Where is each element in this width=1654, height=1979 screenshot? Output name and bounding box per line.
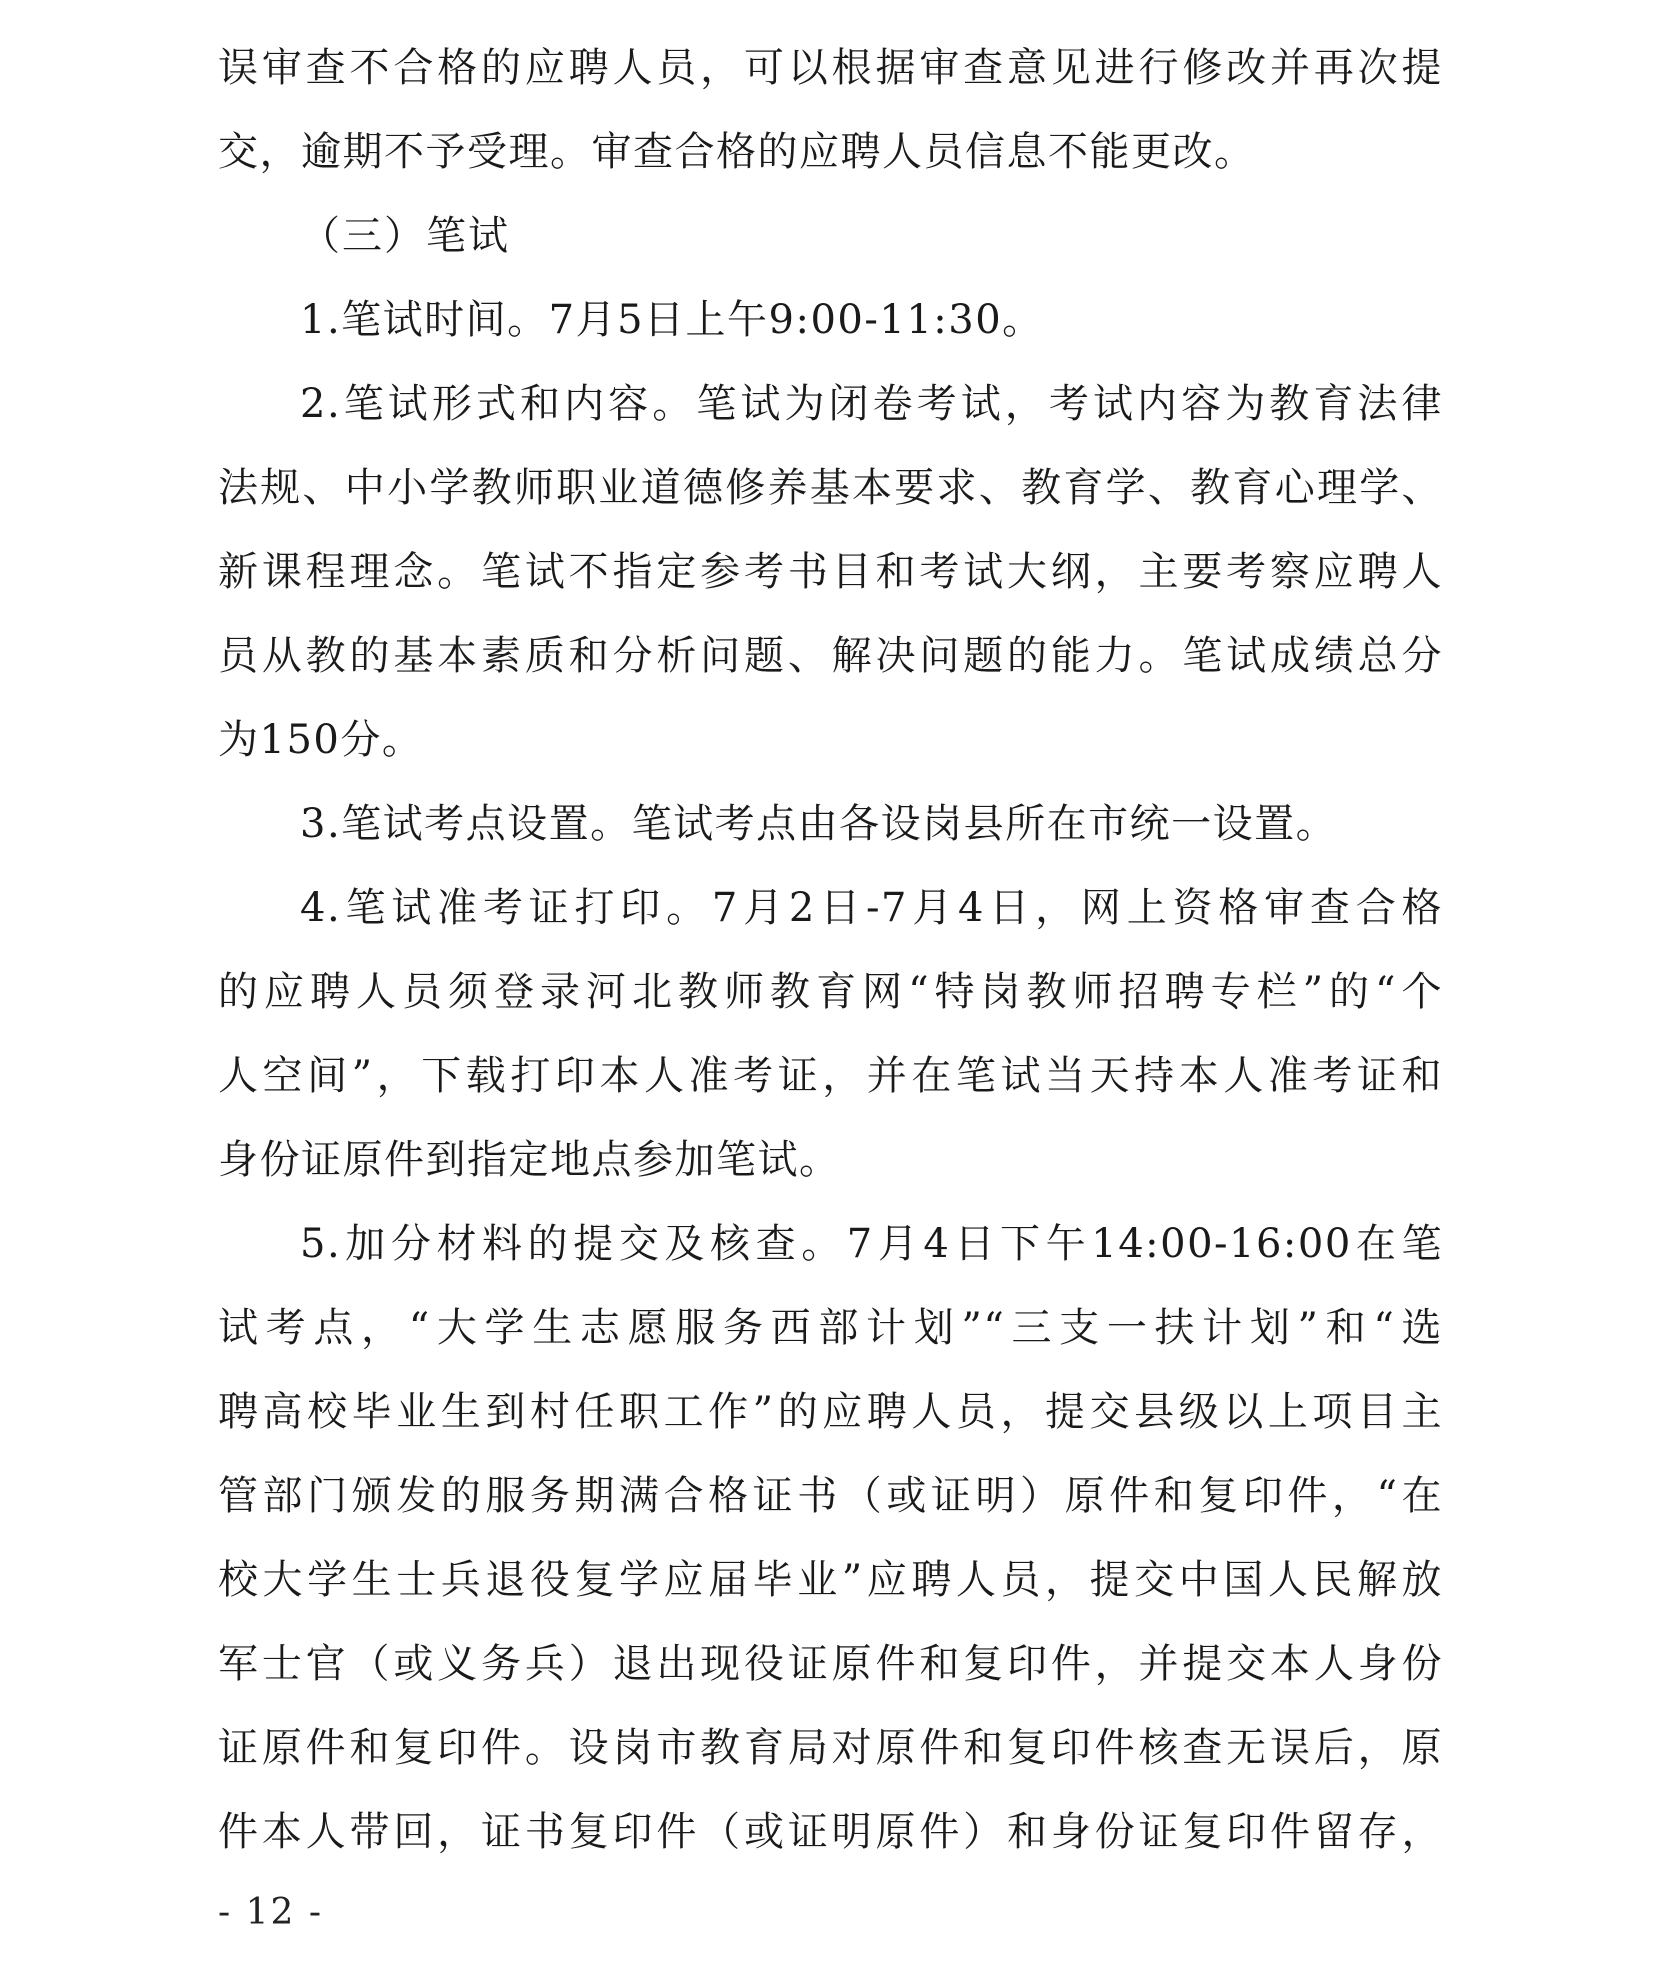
paragraph-line: 聘高校毕业生到村任职工作”的应聘人员，提交县级以上项目主: [218, 1389, 1443, 1435]
paragraph-line: 试考点，“大学生志愿服务西部计划”“三支一扶计划”和“选: [218, 1305, 1443, 1351]
paragraph-line: 的应聘人员须登录河北教师教育网“特岗教师招聘专栏”的“个: [218, 969, 1443, 1015]
paragraph-line: 误审查不合格的应聘人员，可以根据审查意见进行修改并再次提: [218, 45, 1443, 91]
paragraph-line: 军士官（或义务兵）退出现役证原件和复印件，并提交本人身份: [218, 1641, 1443, 1687]
paragraph-line: 身份证原件到指定地点参加笔试。: [218, 1137, 841, 1183]
paragraph-line: 人空间”，下载打印本人准考证，并在笔试当天持本人准考证和: [218, 1053, 1443, 1099]
paragraph-line: 证原件和复印件。设岗市教育局对原件和复印件核查无误后，原: [218, 1725, 1443, 1771]
paragraph-line: 4.笔试准考证打印。7月2日-7月4日，网上资格审查合格: [300, 885, 1443, 931]
paragraph-line: 2.笔试形式和内容。笔试为闭卷考试，考试内容为教育法律: [300, 381, 1443, 427]
paragraph-line: 新课程理念。笔试不指定参考书目和考试大纲，主要考察应聘人: [218, 549, 1443, 595]
paragraph-line: 校大学生士兵退役复学应届毕业”应聘人员，提交中国人民解放: [218, 1557, 1443, 1603]
paragraph-line: 法规、中小学教师职业道德修养基本要求、教育学、教育心理学、: [218, 465, 1443, 511]
paragraph-line: 交，逾期不予受理。审查合格的应聘人员信息不能更改。: [218, 129, 1256, 175]
paragraph-line: 3.笔试考点设置。笔试考点由各设岗县所在市统一设置。: [300, 801, 1338, 847]
paragraph-line: 为150分。: [218, 717, 424, 763]
paragraph-line: 员从教的基本素质和分析问题、解决问题的能力。笔试成绩总分: [218, 633, 1443, 679]
paragraph-line: 管部门颁发的服务期满合格证书（或证明）原件和复印件，“在: [218, 1473, 1443, 1519]
section-heading: （三）笔试: [300, 213, 510, 259]
paragraph-line: 5.加分材料的提交及核查。7月4日下午14:00-16:00在笔: [300, 1221, 1443, 1267]
paragraph-line: 1.笔试时间。7月5日上午9:00-11:30。: [300, 297, 1044, 343]
page-number: - 12 -: [218, 1892, 324, 1933]
paragraph-line: 件本人带回，证书复印件（或证明原件）和身份证复印件留存，: [218, 1809, 1443, 1855]
